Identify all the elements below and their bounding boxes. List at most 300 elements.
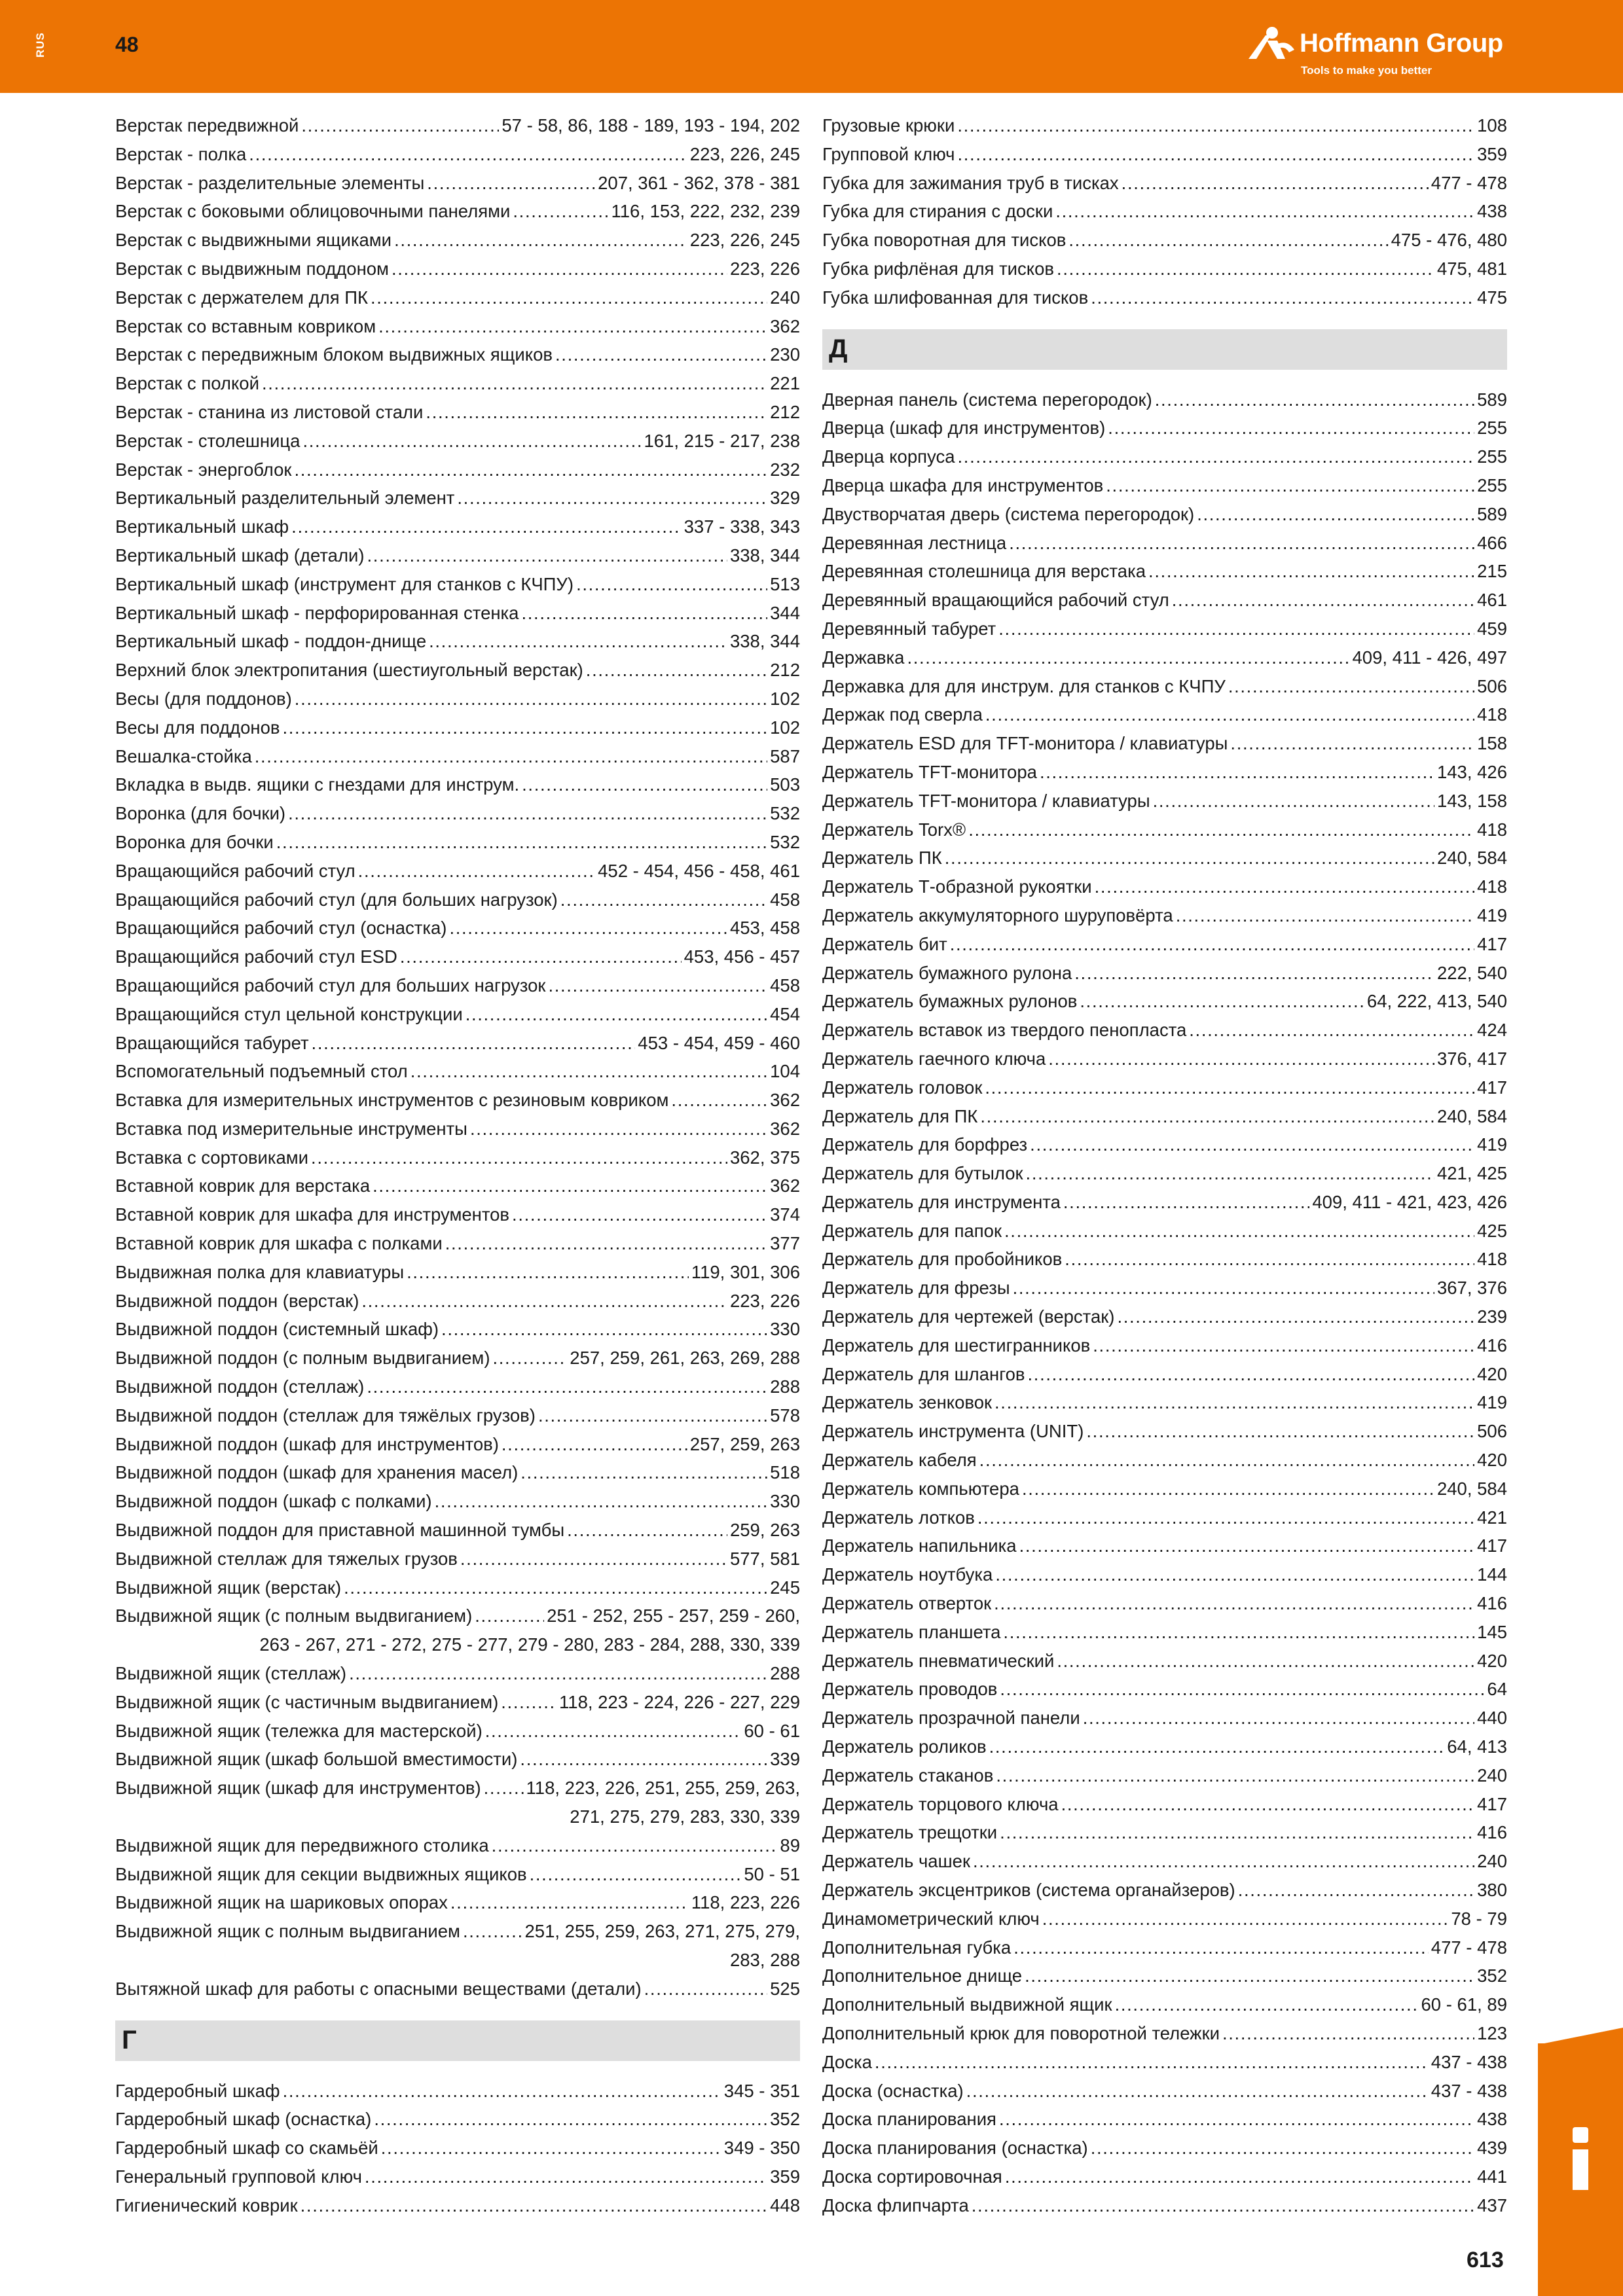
entry-term: Держатель аккумуляторного шуруповёрта [822,905,1173,925]
index-entry [115,2134,800,2162]
index-entry [115,570,800,599]
side-tab-notch [1538,2028,1623,2045]
dot-leader [980,1102,1434,1131]
dot-leader [1222,2019,1474,2048]
index-entry [822,987,1507,1016]
index-entry [115,140,800,169]
entry-pages: 255 [1477,418,1507,439]
entry-pages: 458 [770,975,800,996]
entry-term: Дверца шкафа для инструментов [822,475,1104,495]
entry-pages: 251 - 252, 255 - 257, 259 - 260, [547,1605,800,1626]
entry-pages: 380 [1477,1880,1507,1901]
entry-term: Вращающийся рабочий стул ESD [115,946,397,967]
dot-leader [513,197,608,226]
dot-leader [555,340,767,369]
dot-leader [1093,1331,1474,1360]
entry-pages: 518 [770,1462,800,1483]
entry-pages: 64, 413 [1447,1736,1507,1757]
index-entry [115,857,800,886]
index-entry [115,656,800,685]
dot-leader [548,971,767,1000]
entry-term: Групповой ключ [822,143,955,164]
entry-term: Гардеробный шкаф [115,2080,280,2101]
entry-term: Держатель лотков [822,1507,975,1528]
entry-pages: 438 [1477,201,1507,222]
dot-leader [1019,1532,1475,1560]
entry-term: Держатель Torx® [822,819,966,840]
entry-term: Выдвижной поддон (шкаф для инструментов) [115,1433,499,1454]
entry-pages: 215 [1477,561,1507,582]
index-entry [115,1200,800,1229]
entry-term: Держатель бумажного рулона [822,962,1072,983]
dot-leader [374,2105,767,2134]
dot-leader [1040,758,1434,787]
dot-leader [1057,255,1434,283]
index-entry [115,1975,800,2003]
entry-pages: 212 [770,660,800,681]
dot-leader [522,770,767,799]
entry-pages: 437 - 438 [1431,2080,1507,2101]
index-entry [822,1446,1507,1475]
index-entry [822,959,1507,988]
entry-term: Держатель зенковок [822,1392,993,1413]
dot-leader [367,1372,767,1401]
entry-pages-continued: 263 - 267, 271 - 272, 275 - 277, 279 - 280, 283 - 284, 288, 330, 339 [259,1634,800,1655]
entry-pages: 143, 426 [1436,761,1507,782]
entry-term: Вращающийся рабочий стул (оснастка) [115,918,447,939]
entry-term: Держатель для борфрез [822,1134,1028,1155]
index-entry [822,1962,1507,1990]
dot-leader [394,226,687,255]
index-entry [822,2019,1507,2048]
entry-term: Выдвижной ящик (шкаф большой вместимости) [115,1749,518,1770]
entry-term: Держатель эксцентриков (система органайзеров) [822,1880,1235,1901]
index-entry [822,1475,1507,1503]
entry-pages: 458 [770,889,800,910]
index-entry [115,1774,800,1803]
entry-pages: 454 [770,1003,800,1024]
entry-term: Держатель бумажных рулонов [822,991,1078,1012]
dot-leader [400,942,682,971]
index-entry [822,2048,1507,2077]
dot-leader [1068,226,1388,255]
index-entry [822,1618,1507,1647]
entry-pages: 116, 153, 222, 232, 239 [611,201,800,222]
index-entry [115,1430,800,1459]
entry-pages: 338, 344 [729,545,800,565]
entry-pages: 339 [770,1749,800,1770]
dot-leader [520,1745,767,1774]
dot-leader [301,111,499,140]
dot-leader [501,1430,687,1459]
dot-leader [671,1086,767,1115]
section-letter: Г [122,2025,137,2054]
index-entry [822,2077,1507,2106]
entry-term: Выдвижной ящик для передвижного столика [115,1835,489,1856]
entry-pages: 245 [770,1577,800,1598]
entry-term: Выдвижной стеллаж для тяжелых грузов [115,1548,458,1569]
dot-leader [373,1172,767,1200]
entry-pages: 420 [1477,1650,1507,1671]
entry-pages: 108 [1477,115,1507,135]
entry-pages: 417 [1477,1793,1507,1814]
index-entry [822,414,1507,442]
entry-term: Вращающийся табурет [115,1032,309,1053]
entry-pages: 437 - 438 [1431,2051,1507,2072]
entry-term: Верстак с выдвижным поддоном [115,258,389,279]
entry-pages: 230 [770,344,800,365]
dot-leader [875,2048,1429,2077]
entry-term: Губка для стирания с доски [822,201,1053,222]
hoffmann-logo-icon [1247,26,1300,65]
entry-pages: 344 [770,602,800,623]
dot-leader [1030,1130,1474,1159]
dot-leader [378,312,767,341]
index-entry [115,1057,800,1086]
dot-leader [576,570,767,599]
entry-term: Вешалка-стойка [115,745,252,766]
index-entry [822,1102,1507,1131]
entry-pages: 453 - 454, 459 - 460 [638,1032,800,1053]
entry-pages: 418 [1477,1249,1507,1270]
entry-term: Держатель трещотки [822,1822,998,1843]
index-entry [822,930,1507,959]
entry-term: Держатель кабеля [822,1450,977,1471]
entry-term: Губка рифлёная для тисков [822,258,1055,279]
dot-leader [1065,1245,1474,1274]
entry-pages: 374 [770,1204,800,1225]
entry-term: Дополнительная губка [822,1937,1012,1958]
entry-term: Держатель компьютера [822,1478,1019,1499]
entry-pages: 240, 584 [1436,1105,1507,1126]
section-letter-header [822,329,1507,370]
entry-pages-continued: 283, 288 [729,1950,800,1970]
entry-pages: 477 - 478 [1431,172,1507,193]
entry-pages: 337 - 338, 343 [684,516,800,537]
dot-leader [365,2162,767,2191]
dot-leader [512,1200,767,1229]
index-entry [115,2162,800,2191]
entry-pages: 221 [770,373,800,394]
dot-leader [586,656,767,685]
entry-pages: 459 [1477,618,1507,639]
dot-leader [450,1888,689,1917]
entry-pages: 89 [780,1835,800,1856]
entry-pages: 123 [1477,2023,1507,2043]
entry-term: Выдвижной ящик (тележка для мастерской) [115,1720,483,1741]
dot-leader [995,1560,1474,1589]
entry-term: Держатель стаканов [822,1765,994,1785]
entry-term: Верстак - энергоблок [115,459,292,480]
dot-leader [1025,1962,1474,1990]
dot-leader [381,2134,721,2162]
entry-pages: 60 - 61 [744,1720,800,1741]
dot-leader [1004,1217,1474,1246]
dot-leader [1061,1790,1475,1819]
index-entry [115,1115,800,1143]
entry-pages: 161, 215 - 217, 238 [644,430,800,451]
index-entry [822,386,1507,414]
index-entry [115,1888,800,1917]
entry-pages: 587 [770,745,800,766]
dot-leader [1108,414,1474,442]
index-entry [115,971,800,1000]
dot-leader [1009,529,1474,558]
dot-leader [907,643,1349,672]
logo-tagline: Tools to make you better [1301,64,1432,77]
entry-pages: 448 [770,2195,800,2215]
dot-leader [1063,1188,1309,1217]
index-entry [822,1532,1507,1560]
entry-pages: 223, 226, 245 [689,143,800,164]
index-entry [822,140,1507,169]
entry-pages: 362 [770,1175,800,1196]
entry-term: Вставной коврик для шкафа с полками [115,1233,443,1254]
index-entry [115,2105,800,2134]
entry-term: Держатель планшета [822,1621,1001,1642]
index-entry [115,427,800,456]
index-entry [822,1847,1507,1876]
index-entry [115,1258,800,1287]
index-entry [822,700,1507,729]
entry-term: Доска [822,2051,872,2072]
index-entry [115,1860,800,1889]
entry-pages: 418 [1477,819,1507,840]
entry-term: Верстак - столешница [115,430,301,451]
index-entry [115,456,800,484]
index-entry [115,1315,800,1344]
index-entry [822,197,1507,226]
index-entry [115,1372,800,1401]
entry-term: Держатель TFT-монитора [822,761,1037,782]
dot-leader [999,2105,1474,2134]
dot-leader [520,1458,767,1487]
entry-term: Вертикальный шкаф - перфорированная стенка [115,602,519,623]
dot-leader [441,1315,767,1344]
entry-term: Выдвижной поддон (системный шкаф) [115,1319,439,1340]
index-entry [822,586,1507,615]
index-entry [822,1503,1507,1532]
entry-term: Выдвижной поддон (верстак) [115,1290,359,1311]
entry-pages: 251, 255, 259, 263, 271, 275, 279, [524,1921,800,1942]
dot-leader [485,1717,742,1746]
entry-pages: 420 [1477,1363,1507,1384]
index-entry [115,1000,800,1029]
index-entry [115,685,800,713]
entry-pages: 239 [1477,1306,1507,1327]
index-entry [115,914,800,942]
entry-pages: 417 [1477,1535,1507,1556]
dot-leader [463,1917,522,1946]
dot-leader [977,1503,1474,1532]
index-entry [115,1602,800,1630]
entry-term: Губка шлифованная для тисков [822,287,1089,308]
dot-leader [994,1388,1474,1417]
entry-term: Верстак с передвижным блоком выдвижных ящиков [115,344,553,365]
entry-term: Вытяжной шкаф для работы с опасными веществами (детали) [115,1978,642,1999]
entry-pages: 330 [770,1319,800,1340]
entry-term: Вкладка в выдв. ящики с гнездами для инструм. [115,774,520,795]
entry-pages: 441 [1477,2166,1507,2187]
index-entry [822,1073,1507,1102]
dot-leader [1153,787,1434,816]
index-entry [822,255,1507,283]
entry-term: Выдвижной ящик (верстак) [115,1577,342,1598]
entry-pages: 288 [770,1376,800,1397]
dot-leader [1238,1876,1474,1905]
page-header [0,0,1623,93]
dot-leader [1122,169,1429,198]
entry-pages: 532 [770,831,800,852]
entry-term: Вертикальный разделительный элемент [115,488,455,509]
entry-pages: 425 [1477,1220,1507,1241]
dot-leader [460,1545,727,1573]
entry-term: Вставной коврик для верстака [115,1175,371,1196]
entry-pages: 288 [770,1663,800,1684]
entry-term: Держатель ПК [822,848,942,869]
entry-term: Держатель ESD для TFT-монитора / клавиатуры [822,733,1228,754]
index-entry [115,484,800,512]
index-entry [115,1487,800,1516]
index-entry [115,942,800,971]
dot-leader [958,140,1475,169]
dot-leader [1115,1990,1419,2019]
entry-term: Вертикальный шкаф [115,516,289,537]
index-entry [115,1831,800,1860]
entry-pages: 421, 425 [1436,1163,1507,1184]
entry-pages: 362 [770,1090,800,1111]
index-entry [822,111,1507,140]
dot-leader [1197,500,1474,529]
entry-term: Держатель для пробойников [822,1249,1063,1270]
entry-term: Вставной коврик для шкафа для инструментов [115,1204,510,1225]
entry-term: Выдвижной поддон для приставной машинной тумбы [115,1520,565,1541]
index-entry [822,872,1507,901]
dot-leader [445,1229,767,1258]
entry-term: Вставка под измерительные инструменты [115,1118,467,1139]
entry-pages: 102 [770,688,800,709]
entry-term: Держатель напильника [822,1535,1017,1556]
dot-leader [979,1446,1474,1475]
entry-pages: 367, 376 [1436,1278,1507,1299]
entry-term: Гардеробный шкаф (оснастка) [115,2109,372,2130]
dot-leader [1080,987,1364,1016]
index-entry [115,2191,800,2220]
entry-pages: 532 [770,803,800,824]
entry-pages: 424 [1477,1020,1507,1041]
index-entry [822,1016,1507,1045]
dot-leader [644,1975,767,2003]
entry-pages: 440 [1477,1708,1507,1729]
dot-leader [457,484,767,512]
index-entry [822,169,1507,198]
dot-leader [1055,197,1474,226]
index-entry [822,1761,1507,1790]
entry-pages: 453, 456 - 457 [684,946,800,967]
index-entry [115,742,800,771]
entry-term: Верстак - станина из листовой стали [115,401,424,422]
index-entry [822,1159,1507,1188]
entry-pages: 419 [1477,905,1507,925]
dot-leader [410,1057,767,1086]
entry-term: Доска (оснастка) [822,2080,964,2101]
dot-leader [291,512,681,541]
entry-term: Выдвижная полка для клавиатуры [115,1261,405,1282]
entry-pages: 409, 411 - 426, 497 [1352,647,1507,668]
dot-leader [1000,1818,1474,1847]
entry-term: Генеральный групповой ключ [115,2166,362,2187]
index-entry [822,1990,1507,2019]
dot-leader [989,1732,1445,1761]
entry-pages: 452 - 454, 456 - 458, 461 [598,860,800,881]
entry-pages: 421 [1477,1507,1507,1528]
index-entry [822,787,1507,816]
dot-leader [985,700,1474,729]
index-entry [115,169,800,198]
entry-pages: 377 [770,1233,800,1254]
entry-pages: 102 [770,717,800,738]
entry-term: Державка [822,647,905,668]
entry-term: Держатель роликов [822,1736,987,1757]
entry-pages: 417 [1477,1077,1507,1098]
page-number-top: 48 [115,33,139,56]
entry-term: Держатель головок [822,1077,983,1098]
index-entry [115,1516,800,1545]
entry-term: Держатель для шлангов [822,1363,1025,1384]
entry-term: Гигиенический коврик [115,2195,298,2215]
dot-leader [435,1487,768,1516]
index-entry [822,1876,1507,1905]
entry-pages: 104 [770,1061,800,1082]
entry-term: Держатель для чертежей (верстак) [822,1306,1115,1327]
entry-term: Доска планирования (оснастка) [822,2138,1088,2159]
entry-term: Выдвижной ящик с полным выдвиганием [115,1921,460,1942]
dot-leader [449,914,727,942]
entry-term: Вертикальный шкаф (детали) [115,545,365,565]
index-entry [822,729,1507,758]
index-entry [115,512,800,541]
entry-term: Дверца (шкаф для инструментов) [822,418,1106,439]
entry-pages: 212 [770,401,800,422]
entry-pages: 506 [1477,1421,1507,1442]
entry-term: Держатель для папок [822,1220,1002,1241]
index-entry [822,2134,1507,2162]
entry-pages: 419 [1477,1134,1507,1155]
entry-pages: 578 [770,1405,800,1426]
entry-pages-continued: 271, 275, 279, 283, 330, 339 [570,1806,800,1827]
dot-leader [1003,1618,1474,1647]
index-entry [115,1086,800,1115]
entry-pages: 525 [770,1978,800,1999]
entry-term: Держатель для шестигранников [822,1335,1091,1355]
entry-pages: 158 [1477,733,1507,754]
dot-leader [1057,1647,1474,1676]
entry-term: Держатель TFT-монитора / клавиатуры [822,790,1150,811]
dot-leader [312,1029,636,1058]
index-entry [115,799,800,828]
dot-leader [1048,1045,1434,1073]
entry-pages: 118, 223 - 224, 226 - 227, 229 [559,1691,800,1712]
dot-leader [501,1688,556,1717]
dot-leader [262,369,767,398]
dot-leader [294,456,767,484]
index-entry [115,1717,800,1746]
dot-leader [950,930,1474,959]
index-entry [822,442,1507,471]
entry-pages: 259, 263 [729,1520,800,1541]
entry-pages: 345 - 351 [723,2080,800,2101]
dot-leader [538,1401,767,1430]
